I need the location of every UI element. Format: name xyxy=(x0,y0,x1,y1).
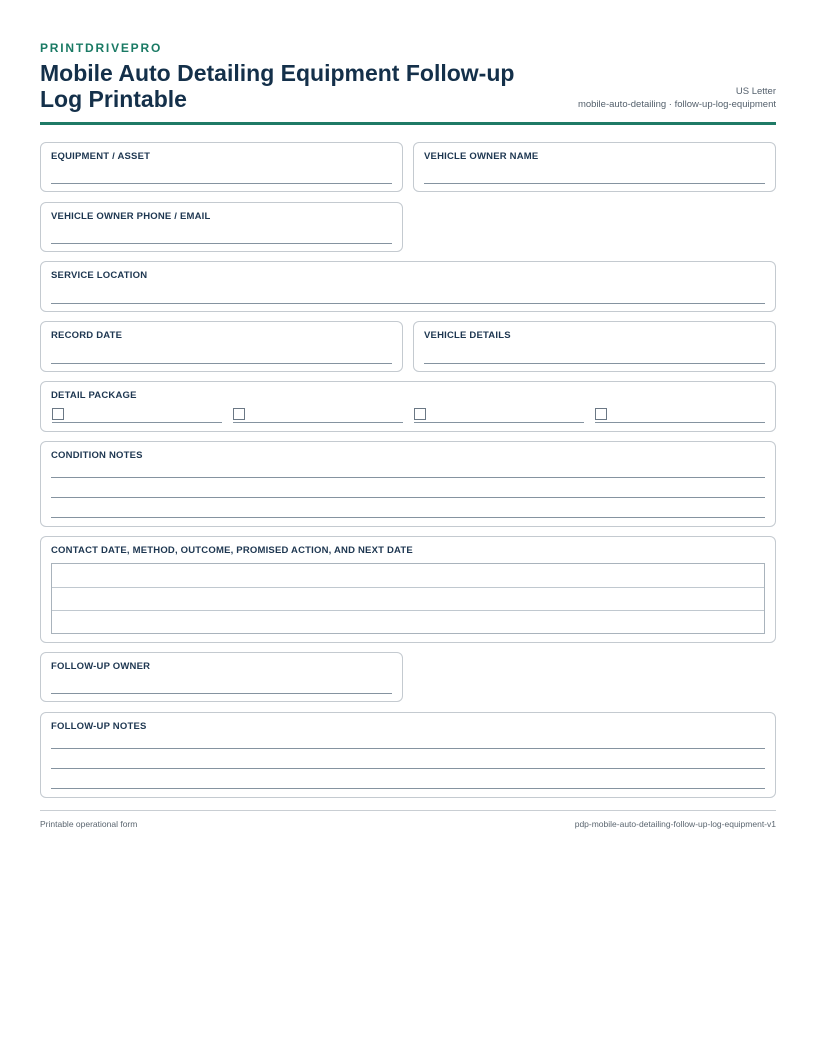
breadcrumb: mobile-auto-detailing · follow-up-log-equipment xyxy=(577,99,776,110)
table-row-divider xyxy=(52,587,764,588)
field-label: RECORD DATE xyxy=(51,330,123,341)
field-label: FOLLOW-UP OWNER xyxy=(51,661,151,672)
footer-description: Printable operational form xyxy=(40,819,138,829)
write-line[interactable] xyxy=(51,303,765,304)
field-label: VEHICLE DETAILS xyxy=(424,330,511,341)
write-line[interactable] xyxy=(51,693,392,694)
field-contact-log xyxy=(40,536,776,643)
field-label: EQUIPMENT / ASSET xyxy=(51,151,151,162)
field-equipment-asset xyxy=(40,142,403,192)
write-line[interactable] xyxy=(51,768,765,769)
write-line[interactable] xyxy=(51,517,765,518)
checkbox[interactable] xyxy=(414,408,426,420)
package-option-4 xyxy=(595,408,765,423)
checkbox[interactable] xyxy=(233,408,245,420)
field-record-date xyxy=(40,321,403,372)
write-line[interactable] xyxy=(414,422,584,423)
field-follow-up-notes xyxy=(40,712,776,798)
field-condition-notes xyxy=(40,441,776,527)
footer-rule xyxy=(40,810,776,811)
field-label: DETAIL PACKAGE xyxy=(51,390,137,401)
write-line[interactable] xyxy=(595,422,765,423)
write-line[interactable] xyxy=(51,477,765,478)
field-vehicle-owner-contact xyxy=(40,202,403,252)
package-option-1 xyxy=(52,408,222,423)
field-service-location xyxy=(40,261,776,312)
field-label: CONDITION NOTES xyxy=(51,450,143,461)
write-line[interactable] xyxy=(51,788,765,789)
write-line[interactable] xyxy=(51,748,765,749)
field-label: SERVICE LOCATION xyxy=(51,270,148,281)
document-meta xyxy=(578,85,776,111)
table-row-divider xyxy=(52,610,764,611)
package-option-2 xyxy=(233,408,403,423)
write-line[interactable] xyxy=(51,363,392,364)
page-title: Mobile Auto Detailing Equipment Follow-up Log Printable xyxy=(40,60,515,112)
contact-log-table xyxy=(51,563,765,634)
field-label: VEHICLE OWNER PHONE / EMAIL xyxy=(51,211,211,222)
paper-size: US Letter xyxy=(735,86,776,97)
package-option-3 xyxy=(414,408,584,423)
brand-name: PRINTDRIVEPRO xyxy=(40,41,163,55)
write-line[interactable] xyxy=(424,363,765,364)
write-line[interactable] xyxy=(51,243,392,244)
write-line[interactable] xyxy=(52,422,222,423)
checkbox[interactable] xyxy=(595,408,607,420)
field-label: VEHICLE OWNER NAME xyxy=(424,151,539,162)
field-follow-up-owner xyxy=(40,652,403,702)
header-rule xyxy=(40,122,776,125)
checkbox[interactable] xyxy=(52,408,64,420)
field-vehicle-owner-name xyxy=(413,142,776,192)
write-line[interactable] xyxy=(51,497,765,498)
footer-form-id: pdp-mobile-auto-detailing-follow-up-log-equipment-v1 xyxy=(574,819,776,829)
write-line[interactable] xyxy=(233,422,403,423)
write-line[interactable] xyxy=(51,183,392,184)
field-label: CONTACT DATE, METHOD, OUTCOME, PROMISED ACTION, AND NEXT DATE xyxy=(51,545,413,556)
field-vehicle-details xyxy=(413,321,776,372)
field-label: FOLLOW-UP NOTES xyxy=(51,721,147,732)
field-detail-package xyxy=(40,381,776,432)
write-line[interactable] xyxy=(424,183,765,184)
